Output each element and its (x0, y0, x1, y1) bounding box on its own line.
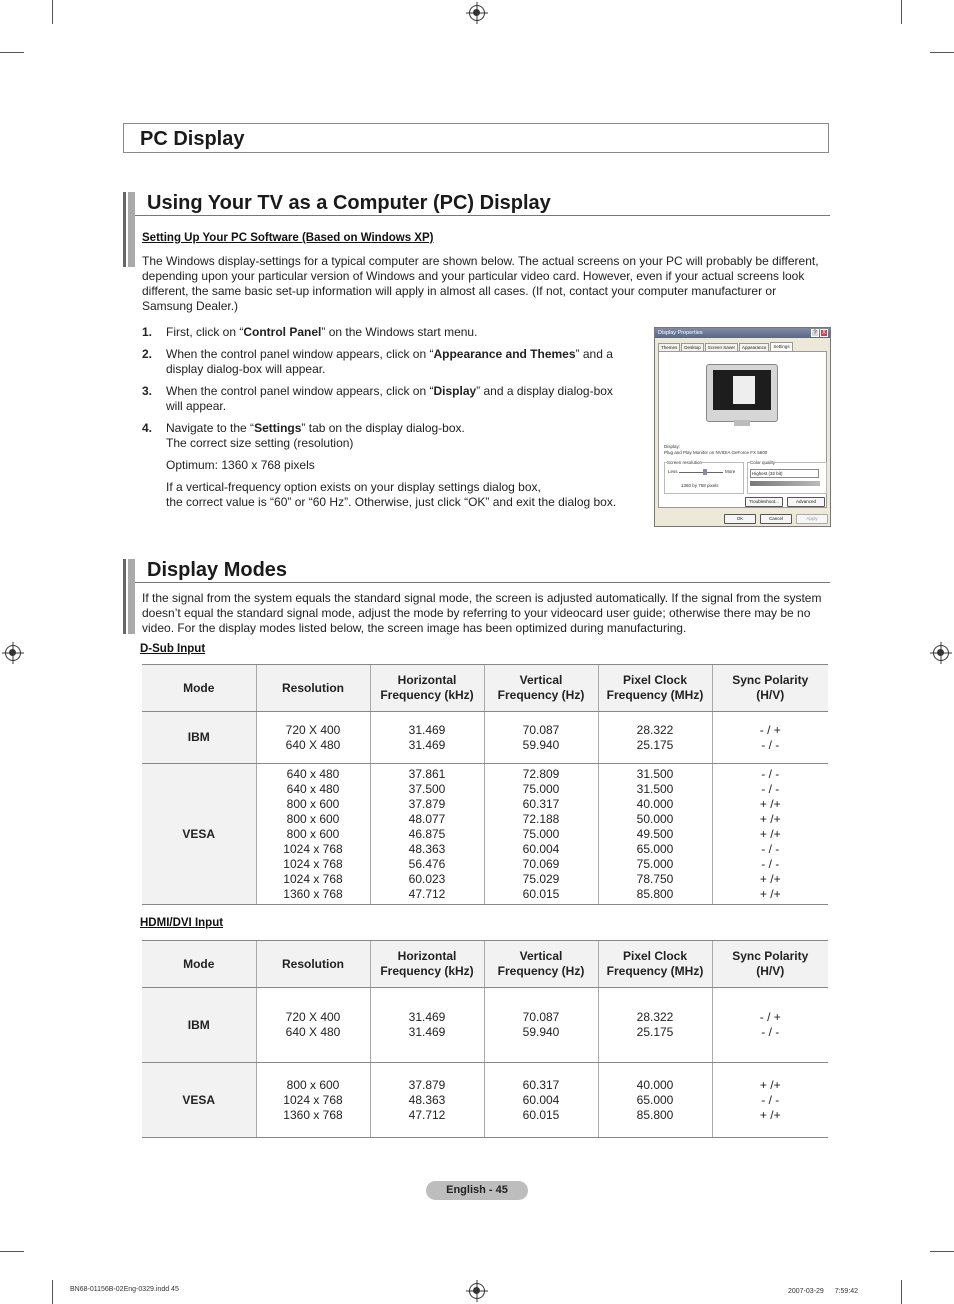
tab-appearance[interactable]: Appearance (739, 343, 769, 352)
section-rule (135, 215, 830, 216)
registration-mark-icon (469, 5, 485, 21)
registration-mark-icon (5, 645, 21, 661)
display-properties-dialog (654, 327, 831, 527)
resolution-cell: 720 X 400 640 X 480 (256, 712, 370, 764)
crop-mark (0, 1251, 24, 1252)
col-mode: Mode (142, 941, 256, 988)
resolution-group (664, 462, 744, 494)
crop-mark (930, 52, 954, 53)
registration-mark-icon (469, 1283, 485, 1299)
section-bar (123, 559, 135, 634)
hfreq-cell: 31.469 31.469 (370, 988, 484, 1063)
vfreq-cell: 70.087 59.940 (484, 988, 598, 1063)
sync-cell: + /+ - / - + /+ (712, 1063, 828, 1138)
tab-desktop[interactable]: Desktop (681, 343, 704, 352)
table-row (142, 764, 828, 905)
hdmi-input-label: HDMI/DVI Input (140, 917, 224, 929)
vfreq-cell: 72.809 75.000 60.317 72.188 75.000 60.004 70.069 75.029 60.015 (484, 764, 598, 905)
hdmi-modes-table (142, 940, 828, 1138)
dialog-titlebar: Display Properties ? X (655, 328, 830, 338)
table-row (142, 1063, 828, 1138)
file-slug: BN68-01156B-02Eng-0329.indd 45 (70, 1286, 179, 1293)
pixel-clock-cell: 40.000 65.000 85.800 (598, 1063, 712, 1138)
mode-cell: VESA (142, 1063, 256, 1138)
col-resolution: Resolution (256, 941, 370, 988)
col-sync-polarity: Sync Polarity (H/V) (712, 665, 828, 712)
close-icon[interactable]: X (821, 330, 826, 336)
table-row (142, 712, 828, 764)
color-quality-group (747, 462, 827, 494)
col-hfreq: Horizontal Frequency (kHz) (370, 941, 484, 988)
resolution-value: 1360 by 768 pixels (681, 483, 719, 488)
pixel-clock-cell: 31.500 31.500 40.000 50.000 49.500 65.000 75.000 78.750 85.800 (598, 764, 712, 905)
col-vfreq: Vertical Frequency (Hz) (484, 941, 598, 988)
col-hfreq: Horizontal Frequency (kHz) (370, 665, 484, 712)
dsub-modes-table (142, 664, 828, 905)
ok-button[interactable]: OK (724, 514, 756, 524)
steps-list (142, 325, 622, 517)
sync-cell: - / - - / - + /+ + /+ + /+ - / - - / - + /+ + /+ (712, 764, 828, 905)
page-header-box (123, 123, 829, 153)
sync-cell: - / + - / - (712, 988, 828, 1063)
crop-mark (52, 0, 53, 24)
mode-cell: VESA (142, 764, 256, 905)
crop-mark (0, 52, 24, 53)
resolution-slider-thumb[interactable] (703, 469, 707, 475)
dsub-input-label: D-Sub Input (140, 643, 206, 655)
help-icon[interactable]: ? (811, 329, 819, 337)
list-item: 4. Navigate to the “Settings” tab on the display dialog-box. The correct size setting (resolution) Optimum: 1360 x 768 pixels If a vertical-frequency option exists on your display settings dialog box, the correct value is “60” or “60 Hz”. Otherwise, just click “OK” and exit the dialog box. (142, 421, 617, 509)
section-bar (123, 192, 135, 267)
sync-cell: - / + - / - (712, 712, 828, 764)
mode-cell: IBM (142, 712, 256, 764)
crop-mark (901, 1280, 902, 1304)
monitor-icon (706, 364, 778, 422)
col-pixel-clock: Pixel Clock Frequency (MHz) (598, 665, 712, 712)
page-title: PC Display (140, 128, 245, 150)
crop-mark (52, 1280, 53, 1304)
troubleshoot-button[interactable]: Troubleshoot... (745, 497, 783, 507)
monitor-stand (734, 420, 750, 426)
vfreq-cell: 60.317 60.004 60.015 (484, 1063, 598, 1138)
tab-screen-saver[interactable]: Screen Saver (705, 343, 738, 352)
color-bar (750, 481, 820, 486)
display-label: Display: (664, 444, 681, 449)
page-number-badge: English - 45 (426, 1181, 528, 1200)
table-header-row (142, 665, 828, 712)
list-item: 3. When the control panel window appears, click on “Display” and a display dialog-box will appear. (142, 384, 613, 413)
hfreq-cell: 31.469 31.469 (370, 712, 484, 764)
table-header-row (142, 941, 828, 988)
resolution-cell: 720 X 400 640 X 480 (256, 988, 370, 1063)
apply-button[interactable]: Apply (796, 514, 828, 524)
table-row (142, 988, 828, 1063)
mode-cell: IBM (142, 988, 256, 1063)
section-title: Using Your TV as a Computer (PC) Display (147, 192, 551, 214)
section-title: Display Modes (147, 559, 288, 581)
vfreq-cell: 70.087 59.940 (484, 712, 598, 764)
tab-themes[interactable]: Themes (658, 343, 680, 352)
color-quality-label: Color quality (750, 460, 776, 465)
advanced-button[interactable]: Advanced (787, 497, 825, 507)
col-vfreq: Vertical Frequency (Hz) (484, 665, 598, 712)
resolution-cell: 640 x 480 640 x 480 800 x 600 800 x 600 800 x 600 1024 x 768 1024 x 768 1024 x 768 1360 x 768 (256, 764, 370, 905)
cancel-button[interactable]: Cancel (760, 514, 792, 524)
pixel-clock-cell: 28.322 25.175 (598, 988, 712, 1063)
display-value: Plug and Play Monitor on NVIDIA GeForce FX 5600 (664, 450, 768, 455)
resolution-slider[interactable] (679, 472, 723, 473)
resolution-cell: 800 x 600 1024 x 768 1360 x 768 (256, 1063, 370, 1138)
list-item: 1. First, click on “Control Panel” on the Windows start menu. (142, 325, 478, 339)
pixel-clock-cell: 28.322 25.175 (598, 712, 712, 764)
timestamp-slug: 2007-03-29 7:59:42 (788, 1288, 859, 1295)
less-label: Less (668, 469, 678, 474)
display-modes-paragraph: If the signal from the system equals the standard signal mode, the screen is adjusted automatically. If the signal from the system doesn’t equal the standard signal mode, adjust the mode by referring to your videocard user guide; otherwise there may be no video. For the display modes listed below, the screen image has been optimized during manufacturing. (142, 591, 822, 635)
col-resolution: Resolution (256, 665, 370, 712)
list-item: 2. When the control panel window appears, click on “Appearance and Themes” and a display dialog-box will appear. (142, 347, 613, 376)
hfreq-cell: 37.879 48.363 47.712 (370, 1063, 484, 1138)
registration-mark-icon (933, 645, 949, 661)
col-sync-polarity: Sync Polarity (H/V) (712, 941, 828, 988)
more-label: More (725, 469, 736, 474)
col-mode: Mode (142, 665, 256, 712)
subsection-title: Setting Up Your PC Software (Based on Windows XP) (142, 232, 434, 244)
resolution-group-label: Screen resolution (667, 460, 703, 465)
section-rule (135, 582, 830, 583)
tab-settings[interactable]: Settings (770, 342, 792, 352)
crop-mark (901, 0, 902, 24)
color-quality-select[interactable]: Highest (32 bit) (750, 469, 819, 478)
col-pixel-clock: Pixel Clock Frequency (MHz) (598, 941, 712, 988)
intro-paragraph: The Windows display-settings for a typical computer are shown below. The actual screens on your PC will probably be different, depending upon your particular version of Windows and your particular video card. However, even if your actual screens look different, the same basic set-up information will apply in almost all cases. (If not, contact your computer manufacturer or Samsung Dealer.) (142, 254, 819, 313)
crop-mark (930, 1251, 954, 1252)
settings-pane (658, 351, 827, 508)
hfreq-cell: 37.861 37.500 37.879 48.077 46.875 48.363 56.476 60.023 47.712 (370, 764, 484, 905)
